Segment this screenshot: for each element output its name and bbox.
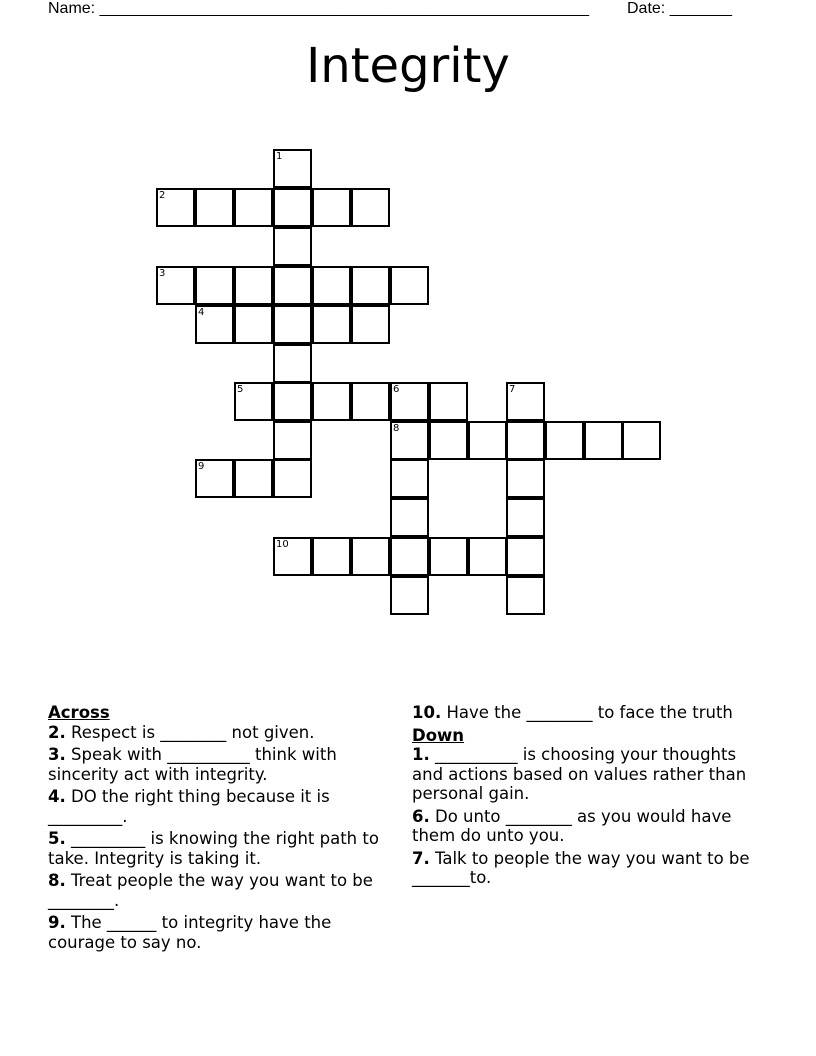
crossword-cell[interactable] — [273, 459, 312, 498]
across-clue-9 — [48, 913, 388, 952]
crossword-cell[interactable] — [234, 459, 273, 498]
crossword-cell[interactable] — [351, 537, 390, 576]
across-clue-4 — [48, 787, 388, 826]
crossword-cell[interactable] — [273, 382, 312, 421]
crossword-cell[interactable] — [234, 305, 273, 344]
crossword-cell[interactable] — [234, 266, 273, 305]
crossword-cell[interactable] — [390, 382, 429, 421]
crossword-cell[interactable] — [390, 266, 429, 305]
crossword-cell[interactable] — [429, 382, 468, 421]
clue-text: Speak with __________ think with sincerity act with integrity. — [48, 745, 337, 784]
clue-text: Have the ________ to face the truth — [441, 703, 733, 722]
crossword-cell[interactable] — [506, 537, 545, 576]
clue-text: Talk to people the way you want to be _______to. — [412, 848, 750, 887]
crossword-cell[interactable] — [312, 305, 351, 344]
across-clue-8 — [48, 871, 388, 910]
crossword-cell[interactable] — [312, 266, 351, 305]
crossword-cell[interactable] — [234, 188, 273, 227]
crossword-cell[interactable] — [390, 421, 429, 460]
clue-number: 6. — [412, 806, 430, 826]
clue-number: 10. — [412, 703, 442, 722]
down-clue-6 — [412, 807, 757, 846]
crossword-cell[interactable] — [506, 576, 545, 615]
crossword-cell[interactable] — [390, 537, 429, 576]
crossword-cell[interactable] — [506, 459, 545, 498]
crossword-cell[interactable] — [468, 421, 507, 460]
across-clue-5 — [48, 829, 388, 868]
crossword-cell[interactable] — [312, 188, 351, 227]
across-heading: Across — [48, 703, 110, 722]
crossword-cell[interactable] — [390, 459, 429, 498]
crossword-cell[interactable] — [506, 382, 545, 421]
crossword-cell[interactable] — [351, 305, 390, 344]
down-clue-7 — [412, 849, 757, 888]
crossword-cell[interactable] — [506, 421, 545, 460]
clue-number: 1. — [412, 745, 430, 764]
crossword-cell[interactable] — [195, 188, 234, 227]
crossword-cell[interactable] — [273, 149, 312, 188]
crossword-cell[interactable] — [195, 459, 234, 498]
cell-number: 1 — [276, 151, 283, 162]
crossword-cell[interactable] — [195, 266, 234, 305]
crossword-cell[interactable] — [273, 421, 312, 460]
clue-number: 4. — [48, 787, 66, 806]
worksheet-header — [0, 0, 816, 20]
cell-number: 9 — [198, 461, 205, 472]
crossword-cell[interactable] — [584, 421, 623, 460]
crossword-cell[interactable] — [429, 421, 468, 460]
crossword-cell[interactable] — [273, 188, 312, 227]
cell-number: 6 — [393, 384, 400, 395]
crossword-cell[interactable] — [273, 305, 312, 344]
date-field-label: Date: _______ — [627, 0, 732, 17]
clue-text: The ______ to integrity have the courage to say no. — [48, 913, 332, 952]
clue-text: DO the right thing because it is _________. — [48, 787, 330, 826]
crossword-cell[interactable] — [195, 305, 234, 344]
clue-number: 2. — [48, 722, 66, 742]
crossword-cell[interactable] — [468, 537, 507, 576]
clue-number: 7. — [412, 848, 430, 868]
cell-number: 7 — [509, 384, 516, 395]
across-clue-10 — [412, 703, 757, 723]
crossword-cell[interactable] — [351, 188, 390, 227]
cell-number: 2 — [159, 190, 166, 201]
clue-text: __________ is choosing your thoughts and actions based on values rather than personal gain. — [412, 745, 747, 803]
crossword-cell[interactable] — [156, 266, 195, 305]
crossword-cell[interactable] — [312, 382, 351, 421]
clue-text: Treat people the way you want to be ________. — [48, 871, 373, 910]
crossword-cell[interactable] — [156, 188, 195, 227]
clues-left-column — [48, 703, 388, 955]
crossword-cell[interactable] — [429, 537, 468, 576]
clue-number: 8. — [48, 871, 66, 890]
clue-text: _________ is knowing the right path to take. Integrity is taking it. — [48, 829, 379, 868]
crossword-cell[interactable] — [312, 537, 351, 576]
clue-text: Respect is ________ not given. — [65, 722, 315, 742]
crossword-cell[interactable] — [273, 266, 312, 305]
crossword-cell[interactable] — [234, 382, 273, 421]
clue-number: 5. — [48, 829, 66, 848]
clue-text: Do unto ________ as you would have them do unto you. — [412, 806, 732, 845]
crossword-cell[interactable] — [351, 382, 390, 421]
down-clue-1 — [412, 745, 757, 804]
crossword-cell[interactable] — [545, 421, 584, 460]
crossword-cell[interactable] — [506, 498, 545, 537]
crossword-cell[interactable] — [273, 227, 312, 266]
clue-number: 9. — [48, 913, 66, 932]
crossword-cell[interactable] — [622, 421, 661, 460]
clues-right-column — [412, 703, 757, 891]
clue-number: 3. — [48, 745, 66, 764]
cell-number: 3 — [159, 268, 166, 279]
across-clue-2 — [48, 723, 388, 743]
crossword-cell[interactable] — [273, 537, 312, 576]
cell-number: 10 — [276, 539, 289, 550]
crossword-cell[interactable] — [390, 498, 429, 537]
cell-number: 4 — [198, 307, 205, 318]
crossword-cell[interactable] — [390, 576, 429, 615]
crossword-cell[interactable] — [351, 266, 390, 305]
name-field-label: Name: _______________________________________________________ — [48, 0, 589, 17]
cell-number: 8 — [393, 423, 400, 434]
cell-number: 5 — [237, 384, 244, 395]
down-heading: Down — [412, 725, 465, 745]
page-title: Integrity — [306, 38, 510, 94]
crossword-cell[interactable] — [273, 344, 312, 383]
across-clue-3 — [48, 745, 388, 784]
